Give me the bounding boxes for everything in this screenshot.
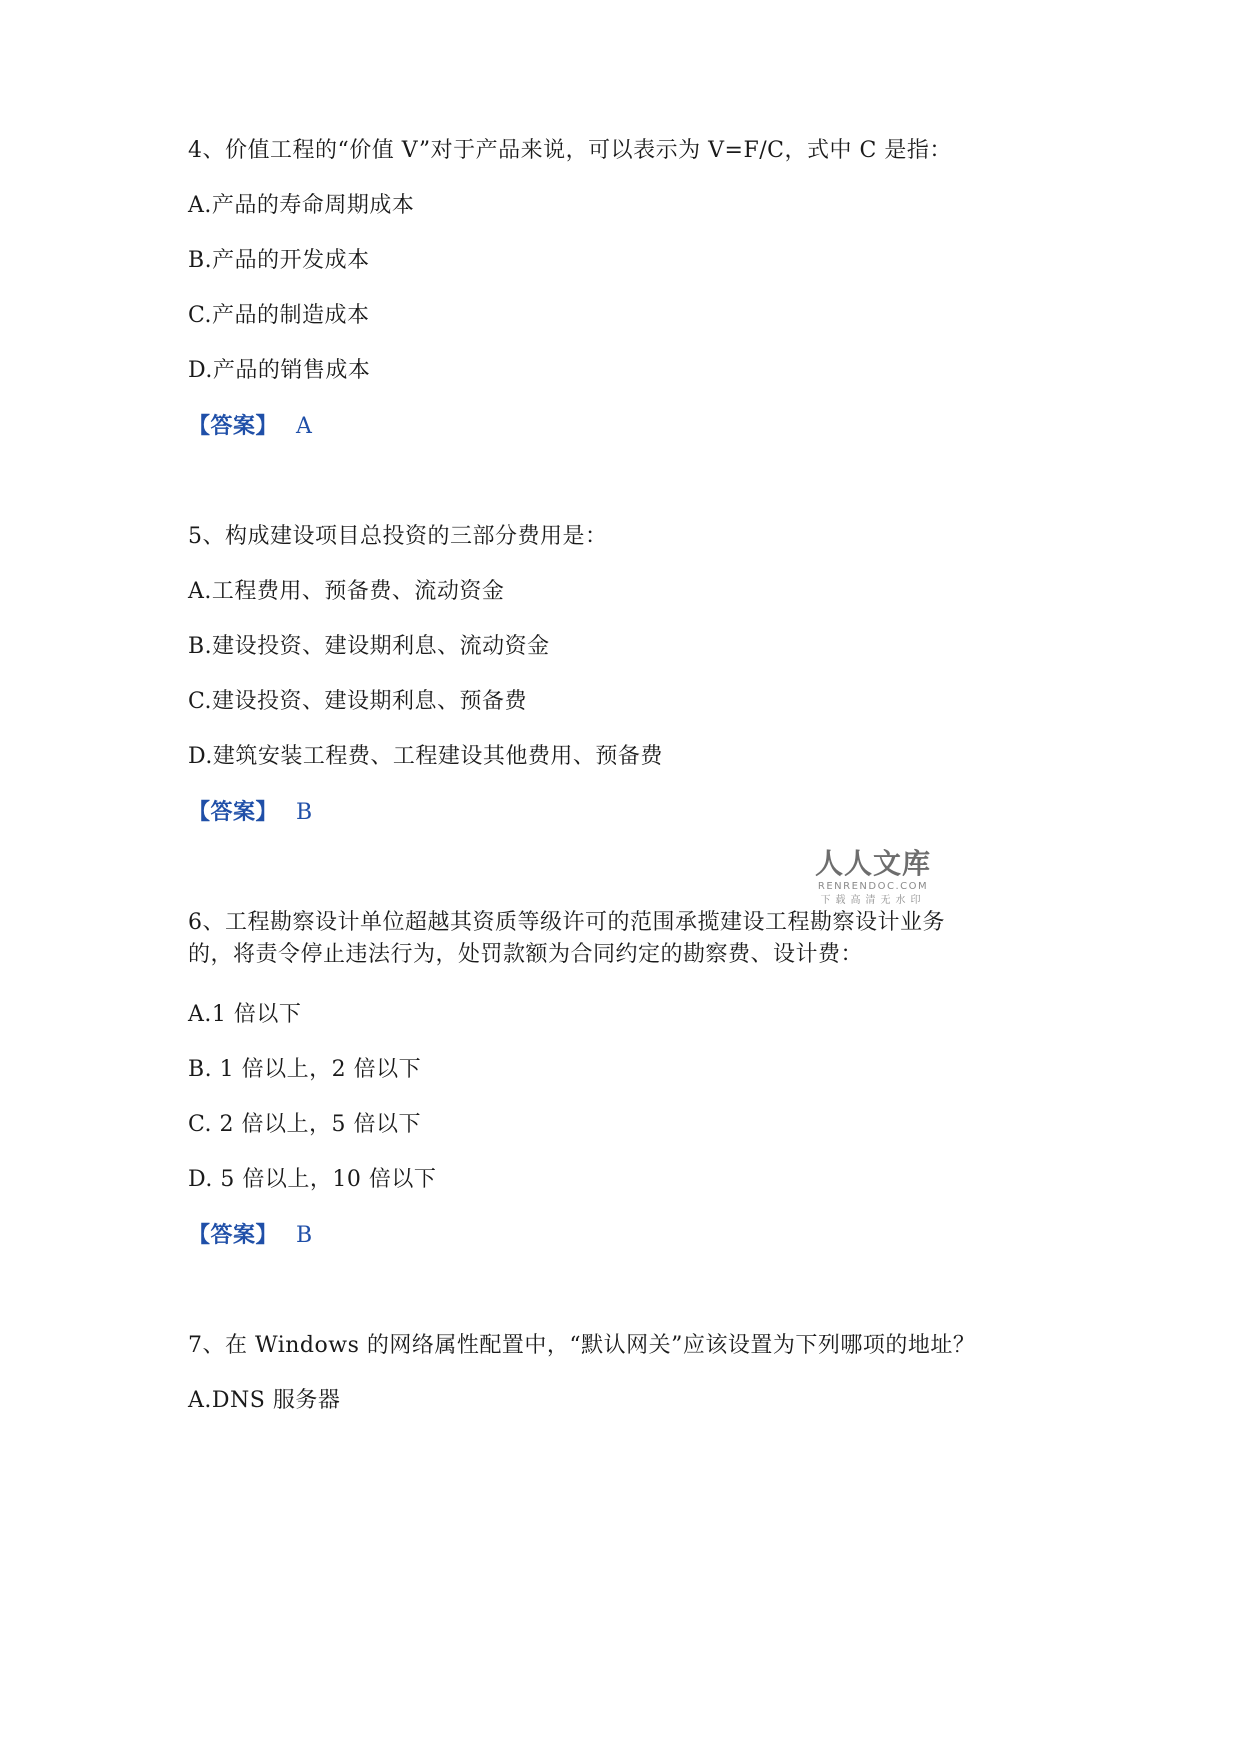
question-7-option-a: A.DNS 服务器 [188,1388,341,1413]
question-4-answer [188,411,312,442]
question-5-option-c: C.建设投资、建设期利息、预备费 [188,689,528,714]
question-4-option-d: D.产品的销售成本 [188,358,371,383]
answer-value: B [296,800,313,825]
question-6-option-c: C. 2 倍以上，5 倍以下 [188,1112,422,1137]
answer-value: A [296,414,313,439]
question-4-stem: 4、价值工程的“价值 V”对于产品来说，可以表示为 V=F/C，式中 C 是指： [188,138,952,163]
watermark-domain: RENRENDOC.COM [817,881,929,892]
question-6-option-b: B. 1 倍以上，2 倍以下 [188,1057,422,1082]
question-7-stem: 7、在 Windows 的网络属性配置中，“默认网关”应该设置为下列哪项的地址？ [188,1333,976,1358]
question-4-option-b: B.产品的开发成本 [188,248,370,273]
question-5-option-a: A.工程费用、预备费、流动资金 [188,579,505,604]
question-5-option-d: D.建筑安装工程费、工程建设其他费用、预备费 [188,744,663,769]
question-4-option-c: C.产品的制造成本 [188,303,370,328]
answer-value: B [296,1223,313,1248]
watermark-title: 人人文库 [814,847,931,880]
answer-label: 【答案】 [188,413,279,439]
question-5-option-b: B.建设投资、建设期利息、流动资金 [188,634,550,659]
question-5-stem: 5、构成建设项目总投资的三部分费用是： [188,524,608,549]
answer-label: 【答案】 [188,1222,279,1248]
question-5-answer [188,797,313,828]
question-6-answer [188,1220,313,1251]
question-4-option-a: A.产品的寿命周期成本 [188,193,415,218]
answer-label: 【答案】 [188,799,279,825]
question-6-option-d: D. 5 倍以上，10 倍以下 [188,1167,437,1192]
watermark-tagline: 下载高清无水印 [820,895,926,906]
question-6-stem-line-2: 的，将责令停止违法行为，处罚款额为合同约定的勘察费、设计费： [188,942,864,967]
question-6-option-a: A.1 倍以下 [188,1002,302,1027]
question-6-stem-line-1: 6、工程勘察设计单位超越其资质等级许可的范围承揽建设工程勘察设计业务 [188,910,945,935]
watermark [808,848,938,908]
